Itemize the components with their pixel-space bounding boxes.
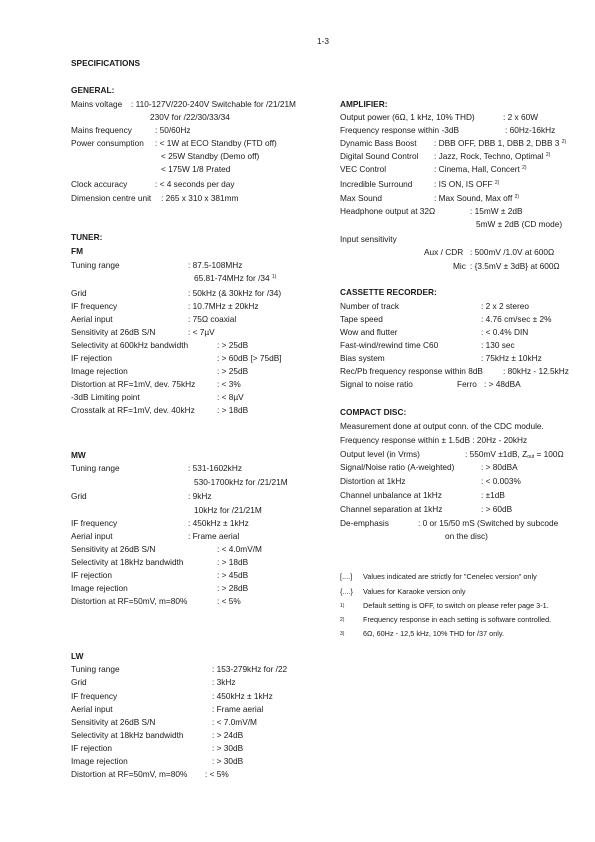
spec-value: : Frame aerial xyxy=(212,704,264,714)
footnote-text: Values for Karaoke version only xyxy=(363,587,466,596)
spec-label: IF rejection xyxy=(71,353,113,363)
power-consumption-value: : < 1W at ECO Standby (FTD off) xyxy=(155,138,277,148)
input-sensitivity-label: Input sensitivity xyxy=(340,234,397,244)
footnote-mark: 2) xyxy=(545,152,551,158)
footnote-mark: [....] xyxy=(340,572,353,581)
clock-accuracy-value: : < 4 seconds per day xyxy=(155,179,235,189)
spec-value: : > 60dB [> 75dB] xyxy=(217,353,282,363)
dimension-value: : 265 x 310 x 381mm xyxy=(161,193,239,203)
footnote-mark: 2) xyxy=(494,180,500,186)
spec-value: : > 45dB xyxy=(217,570,249,580)
spec-label: Number of track xyxy=(340,301,400,311)
spec-value: : 50kHz (& 30kHz for /34) xyxy=(188,288,282,298)
spec-label: IF frequency xyxy=(71,518,118,528)
spec-label: Dynamic Bass Boost xyxy=(340,138,417,148)
snr-value: : > 48dBA xyxy=(484,379,521,389)
spec-label: Distortion at RF=1mV, dev. 75kHz xyxy=(71,379,196,389)
spec-value: : > 28dB xyxy=(217,583,249,593)
spec-value: : < 4.0mV/M xyxy=(217,544,262,554)
spec-label: Bias system xyxy=(340,353,385,363)
spec-label: Tuning range xyxy=(71,463,120,473)
spec-label: Channel separation at 1kHz xyxy=(340,504,443,514)
spec-label: Grid xyxy=(71,491,87,501)
spec-value: : 450kHz ± 1kHz xyxy=(212,691,273,701)
spec-value: : 2 x 2 stereo xyxy=(481,301,529,311)
spec-label: Image rejection xyxy=(71,756,128,766)
spec-label: IF rejection xyxy=(71,743,113,753)
spec-label: IF rejection xyxy=(71,570,113,580)
footnote-mark: 2) xyxy=(340,617,345,623)
spec-label: VEC Control xyxy=(340,164,387,174)
spec-label: Signal/Noise ratio (A-weighted) xyxy=(340,462,455,472)
spec-label: IF frequency xyxy=(71,301,118,311)
spec-value: : Jazz, Rock, Techno, Optimal $^{2)}$ xyxy=(434,151,551,161)
spec-label: Headphone output at 32Ω xyxy=(340,206,436,216)
spec-value: : 450kHz ± 1kHz xyxy=(188,518,249,528)
spec-label: Sensitivity at 26dB S/N xyxy=(71,544,156,554)
rec-pb-label: Rec/Pb frequency response within 8dB xyxy=(340,366,483,376)
spec-value: : < 7µV xyxy=(188,327,215,337)
spec-value: : 153-279kHz for /22 xyxy=(212,664,288,674)
page-number: 1-3 xyxy=(317,36,329,46)
mains-voltage-value-2: 230V for /22/30/33/34 xyxy=(150,112,230,122)
spec-label: Max Sound xyxy=(340,193,382,203)
spec-label: Selectivity at 18kHz bandwidth xyxy=(71,557,184,567)
spec-value: : < 3% xyxy=(217,379,241,389)
spec-label: Grid xyxy=(71,288,87,298)
spec-label: Sensitivity at 26dB S/N xyxy=(71,717,156,727)
spec-value: : < 5% xyxy=(217,596,241,606)
spec-value: : 4.76 cm/sec ± 2% xyxy=(481,314,552,324)
page-title: SPECIFICATIONS xyxy=(71,58,140,68)
footnote-mark: {....} xyxy=(340,587,353,596)
amplifier-heading: AMPLIFIER: xyxy=(340,99,388,109)
spec-value: : < 0.4% DIN xyxy=(481,327,529,337)
footnote-text: Default setting is OFF, to switch on please refer page 3-1. xyxy=(363,601,549,610)
spec-label: Selectivity at 600kHz bandwidth xyxy=(71,340,189,350)
spec-value: : Max Sound, Max off $^{2)}$ xyxy=(434,193,520,203)
cd-measurement-note: Measurement done at output conn. of the CDC module. xyxy=(340,421,544,431)
snr-label: Signal to noise ratio xyxy=(340,379,413,389)
spec-value: : 9kHz xyxy=(188,491,212,501)
spec-value: : Frame aerial xyxy=(188,531,240,541)
spec-value: 530-1700kHz for /21/21M xyxy=(194,477,288,487)
mic-label: Mic xyxy=(453,261,466,271)
spec-value: : < 7.0mV/M xyxy=(212,717,257,727)
spec-label: Fast-wind/rewind time C60 xyxy=(340,340,439,350)
headphone-value-2: 5mW ± 2dB (CD mode) xyxy=(476,219,563,229)
spec-label: Selectivity at 18kHz bandwidth xyxy=(71,730,184,740)
spec-value: : 75Ω coaxial xyxy=(188,314,237,324)
spec-label: Tuning range xyxy=(71,664,120,674)
spec-value: : 60Hz-16kHz xyxy=(505,125,556,135)
spec-value: : > 30dB xyxy=(212,743,244,753)
spec-value: : Cinema, Hall, Concert $^{2)}$ xyxy=(434,164,527,174)
spec-value: : 10.7MHz ± 20kHz xyxy=(188,301,259,311)
footnote-mark: 2) xyxy=(514,194,520,200)
spec-label: Tuning range xyxy=(71,260,120,270)
power-consumption-value-2: < 25W Standby (Demo off) xyxy=(161,151,260,161)
spec-value: : ±1dB xyxy=(481,490,505,500)
spec-value: : 130 sec xyxy=(481,340,515,350)
spec-label: Tape speed xyxy=(340,314,383,324)
aux-cdr-value: : 500mV /1.0V at 600Ω xyxy=(470,247,555,257)
spec-value: : DBB OFF, DBB 1, DBB 2, DBB 3 $^{2)}$ xyxy=(434,138,567,148)
spec-value: 10kHz for /21/21M xyxy=(194,505,262,515)
cd-frequency-response: Frequency response within ± 1.5dB : 20Hz - 20kHz xyxy=(340,435,528,445)
spec-value: : 3kHz xyxy=(212,677,236,687)
cassette-heading: CASSETTE RECORDER: xyxy=(340,287,437,297)
mw-heading: MW xyxy=(71,450,86,460)
spec-label: -3dB Limiting point xyxy=(71,392,140,402)
general-heading: GENERAL: xyxy=(71,85,115,95)
mains-frequency-label: Mains frequency xyxy=(71,125,132,135)
footnote-mark: 3) xyxy=(340,631,345,637)
footnote-mark: 2) xyxy=(522,165,527,171)
spec-value: : > 60dB xyxy=(481,504,513,514)
spec-value: : < 0.003% xyxy=(481,476,521,486)
tuner-heading: TUNER: xyxy=(71,232,103,242)
cd-output-level-value: : 550mV ±1dB, $Z_{out} = 100\Omega$ xyxy=(465,449,564,460)
spec-value: : > 25dB xyxy=(217,340,249,350)
spec-label: Distortion at RF=50mV, m=80% xyxy=(71,596,188,606)
mic-value: : {3.5mV ± 3dB} at 600Ω xyxy=(470,261,560,271)
footnote-text: Frequency response in each setting is software controlled. xyxy=(363,615,552,624)
spec-value: : < 5% xyxy=(205,769,229,779)
spec-label: Aerial input xyxy=(71,314,113,324)
spec-label: Output power (6Ω, 1 kHz, 10% THD) xyxy=(340,112,475,122)
spec-value: 65.81-74MHz for /34 $^{1)}$ xyxy=(194,273,277,283)
spec-label: Frequency response within -3dB xyxy=(340,125,459,135)
spec-label: Distortion at RF=50mV, m=80% xyxy=(71,769,188,779)
spec-value: : < 8µV xyxy=(217,392,244,402)
spec-value: : 2 x 60W xyxy=(503,112,539,122)
mains-frequency-value: : 50/60Hz xyxy=(155,125,191,135)
spec-label: Wow and flutter xyxy=(340,327,398,337)
spec-label: Incredible Surround xyxy=(340,179,413,189)
snr-ferro-label: Ferro xyxy=(457,379,477,389)
spec-value: : IS ON, IS OFF $^{2)}$ xyxy=(434,179,500,189)
spec-value: : > 18dB xyxy=(217,557,249,567)
spec-value: : > 80dBA xyxy=(481,462,518,472)
de-emphasis-value-2: on the disc) xyxy=(445,531,488,541)
spec-label: Channel unbalance at 1kHz xyxy=(340,490,442,500)
spec-label: Digital Sound Control xyxy=(340,151,419,161)
aux-cdr-label: Aux / CDR xyxy=(424,247,464,257)
footnote-mark: 1) xyxy=(340,603,345,609)
spec-label: Aerial input xyxy=(71,704,113,714)
spec-label: Aerial input xyxy=(71,531,113,541)
cd-output-level-label: Output level (in Vrms) xyxy=(340,449,420,459)
spec-value: : > 25dB xyxy=(217,366,249,376)
spec-label: IF frequency xyxy=(71,691,118,701)
de-emphasis-label: De-emphasis xyxy=(340,518,389,528)
spec-label: Distortion at 1kHz xyxy=(340,476,406,486)
spec-value: : > 30dB xyxy=(212,756,244,766)
power-consumption-label: Power consumption xyxy=(71,138,144,148)
rec-pb-value: : 80kHz - 12.5kHz xyxy=(503,366,569,376)
footnote-text: 6Ω, 60Hz - 12,5 kHz, 10% THD for /37 only. xyxy=(363,629,505,638)
power-consumption-value-3: < 175W 1/8 Prated xyxy=(161,164,231,174)
spec-label: Crosstalk at RF=1mV, dev. 40kHz xyxy=(71,405,195,415)
lw-heading: LW xyxy=(71,651,84,661)
footnote-text: Values indicated are strictly for "Cenelec version" only xyxy=(363,572,537,581)
fm-heading: FM xyxy=(71,246,83,256)
spec-label: Grid xyxy=(71,677,87,687)
mains-voltage-value: : 110-127V/220-240V Switchable for /21/21M xyxy=(131,99,296,109)
spec-label: Sensitivity at 26dB S/N xyxy=(71,327,156,337)
spec-label: Image rejection xyxy=(71,583,128,593)
footnote-mark: 1) xyxy=(271,274,277,280)
spec-value: : > 18dB xyxy=(217,405,249,415)
cd-heading: COMPACT DISC: xyxy=(340,407,407,417)
dimension-label: Dimension centre unit xyxy=(71,193,152,203)
clock-accuracy-label: Clock accuracy xyxy=(71,179,128,189)
mains-voltage-label: Mains voltage xyxy=(71,99,123,109)
footnote-mark: 2) xyxy=(561,139,567,145)
spec-label: Image rejection xyxy=(71,366,128,376)
de-emphasis-value: : 0 or 15/50 mS (Switched by subcode xyxy=(418,518,559,528)
spec-value: : 15mW ± 2dB xyxy=(470,206,523,216)
spec-value: : 75kHz ± 10kHz xyxy=(481,353,542,363)
spec-value: : 531-1602kHz xyxy=(188,463,242,473)
spec-value: : > 24dB xyxy=(212,730,244,740)
spec-value: : 87.5-108MHz xyxy=(188,260,243,270)
